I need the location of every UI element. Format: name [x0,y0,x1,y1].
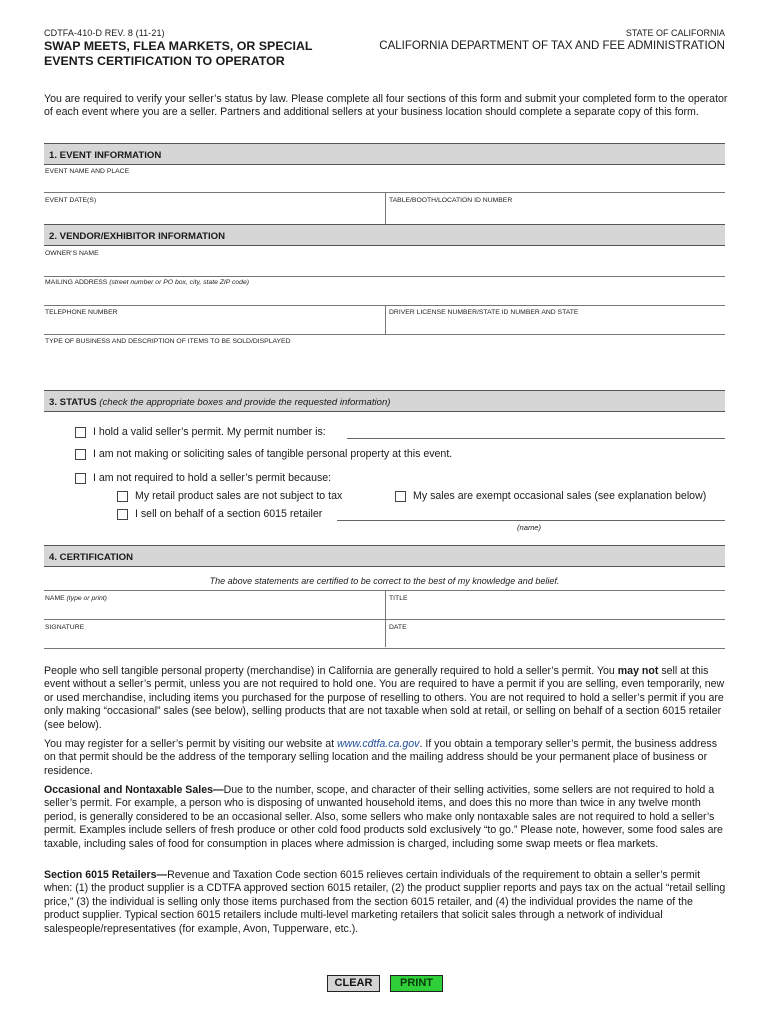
p3-text: Due to the number, scope, and character of their selling activities, some sellers are not required to hold a seller’s permit. For example, a person who is disposing of unwanted household items, and does this no more than twice in any twelve month period, is generally considered to be an occasional seller. Also, some sellers who make only nontaxable sales are not required to hold a seller’s permit. Examples include sellers of fresh produce or other cold food products sold exclusively “to go.” Please note, however, some food sales are taxable, including sales of food for consumption in places where admission is charged, including some swap meets or flea markets. [44,784,723,850]
section-1-title: 1. EVENT INFORMATION [49,150,162,161]
date-label: DATE [389,624,407,631]
divider [44,619,725,620]
driver-license-field[interactable] [386,307,725,333]
certification-statement: The above statements are certified to be correct to the best of my knowledge and belief. [209,576,560,586]
page-title [44,39,374,69]
p1-emphasis: may not [617,665,659,677]
business-type-label: TYPE OF BUSINESS AND DESCRIPTION OF ITEMS TO BE SOLD/DISPLAYED [45,338,291,345]
department-name: CALIFORNIA DEPARTMENT OF TAX AND FEE ADMINISTRATION [379,40,725,52]
cert-title-field[interactable] [386,592,725,618]
divider [44,334,725,335]
p1-text-b: sell at this event without a seller’s permit, unless you are not required to hold one. You are required to have a permit if you are selling, even temporarily, new or used merchandise, including items you purchased for the purpose of reselling to others. You are not required to hold a seller’s permit if you are only making “occasional” sales (see below), selling products that are not taxable when sold at retail, or selling on behalf of a section 6015 retailer (see below). [44,665,725,731]
event-name-field[interactable] [44,166,725,192]
p4-heading: Section 6015 Retailers— [44,869,168,881]
website-link[interactable]: www.cdtfa.ca.gov [337,738,420,750]
telephone-field[interactable] [44,307,384,333]
status-permit-option[interactable] [75,426,326,438]
section-4-title: 4. CERTIFICATION [49,552,134,563]
mailing-address-hint: (street number or PO box, city, state ZIP code) [109,279,249,286]
retail-checkbox[interactable] [117,491,128,502]
mailing-address-text: MAILING ADDRESS [45,279,108,286]
clear-button[interactable]: CLEAR [327,975,380,992]
title-line-1: SWAP MEETS, FLEA MARKETS, OR SPECIAL [44,39,313,53]
occasional-option-label: My sales are exempt occasional sales (see explanation below) [413,490,707,502]
signature-label: SIGNATURE [45,624,85,631]
retailer-name-input[interactable] [337,520,725,521]
occasional-checkbox[interactable] [395,491,406,502]
cert-title-label: TITLE [389,595,408,602]
driver-license-label: DRIVER LICENSE NUMBER/STATE ID NUMBER AND STATE [389,309,579,316]
p2-text-a: You may register for a seller’s permit by visiting our website at [44,738,338,750]
not-required-checkbox[interactable] [75,473,86,484]
section-1-heading [44,143,725,165]
register-paragraph [44,738,727,778]
permit-checkbox[interactable] [75,427,86,438]
section-6015-paragraph [44,869,727,936]
section-3-title: 3. STATUS [49,397,97,408]
event-name-label: EVENT NAME AND PLACE [45,168,130,175]
cert-name-hint: (type or print) [66,595,107,602]
p1-text-a: People who sell tangible personal property (merchandise) in California are generally required to hold a seller’s permit. You [44,665,618,677]
status-not-selling-option[interactable] [75,448,452,460]
occasional-sales-paragraph [44,784,727,851]
owner-name-label: OWNER’S NAME [45,250,99,257]
not-selling-option-label: I am not making or soliciting sales of tangible personal property at this event. [93,448,453,460]
section-2-heading [44,224,725,246]
retailer-name-note: (name) [517,523,542,532]
section-3-hint: (check the appropriate boxes and provide the requested information) [99,397,391,408]
state-label: STATE OF CALIFORNIA [625,28,725,38]
retailer-6015-checkbox[interactable] [117,509,128,520]
p4-text: Revenue and Taxation Code section 6015 relieves certain individuals of the requirement to obtain a seller’s permit when: (1) the product supplier is a CDTFA approved section 6015 retailer, (2) the product supplier reports and pays tax on the actual “retail selling price,” (3) the individual is selling only those items purchased from the section 6015 retailer, and (4) the individual provides the name of the product supplier. Typical section 6015 retailers include multi-level marketing retailers that solicit sales through a network of individual salespeople/representatives (for example, Avon, Tupperware, etc.). [44,869,726,935]
retailer-6015-option-label: I sell on behalf of a section 6015 retailer [135,508,323,520]
reason-occasional-option[interactable] [395,490,706,502]
booth-id-label: TABLE/BOOTH/LOCATION ID NUMBER [389,197,513,204]
not-required-option-label: I am not required to hold a seller’s permit because: [93,472,332,484]
event-dates-label: EVENT DATE(S) [45,197,97,204]
permit-number-input[interactable] [347,438,725,439]
owner-name-field[interactable] [44,248,725,275]
not-selling-checkbox[interactable] [75,449,86,460]
cert-name-text: NAME [45,595,65,602]
p3-heading: Occasional and Nontaxable Sales— [44,784,224,796]
retail-option-label: My retail product sales are not subject to tax [135,490,343,502]
section-2-title: 2. VENDOR/EXHIBITOR INFORMATION [49,231,226,242]
intro-text: You are required to verify your seller’s status by law. Please complete all four sections of this form and submit your completed form to the operator of each event where you are a seller. Partners and additional sellers at your business location should complete a separate copy of this form. [44,93,728,119]
date-field[interactable] [386,621,725,647]
reason-6015-option[interactable] [117,508,322,520]
booth-id-field[interactable] [386,195,725,221]
p2-text-b: . If you obtain a temporary seller’s permit, the business address on that permit should be the address of the temporary selling location and the mailing address should be your permanent place of business or residence. [44,738,718,777]
mailing-address-field[interactable] [44,278,725,304]
event-dates-field[interactable] [44,195,384,221]
title-line-2: EVENTS CERTIFICATION TO OPERATOR [44,54,285,68]
section-3-heading [44,390,725,412]
permit-requirement-paragraph [44,665,727,732]
divider [44,276,725,277]
telephone-label: TELEPHONE NUMBER [45,309,118,316]
signature-field[interactable] [44,621,384,647]
permit-option-label: I hold a valid seller’s permit. My permit number is: [93,426,326,438]
status-not-required-option[interactable] [75,472,331,484]
form-id: CDTFA-410-D REV. 8 (11-21) [44,28,165,38]
section-4-heading [44,545,725,567]
business-type-field[interactable] [44,346,725,386]
print-button[interactable]: PRINT [390,975,443,992]
divider [44,648,725,649]
reason-retail-option[interactable] [117,490,342,502]
cert-name-field[interactable] [44,592,384,618]
